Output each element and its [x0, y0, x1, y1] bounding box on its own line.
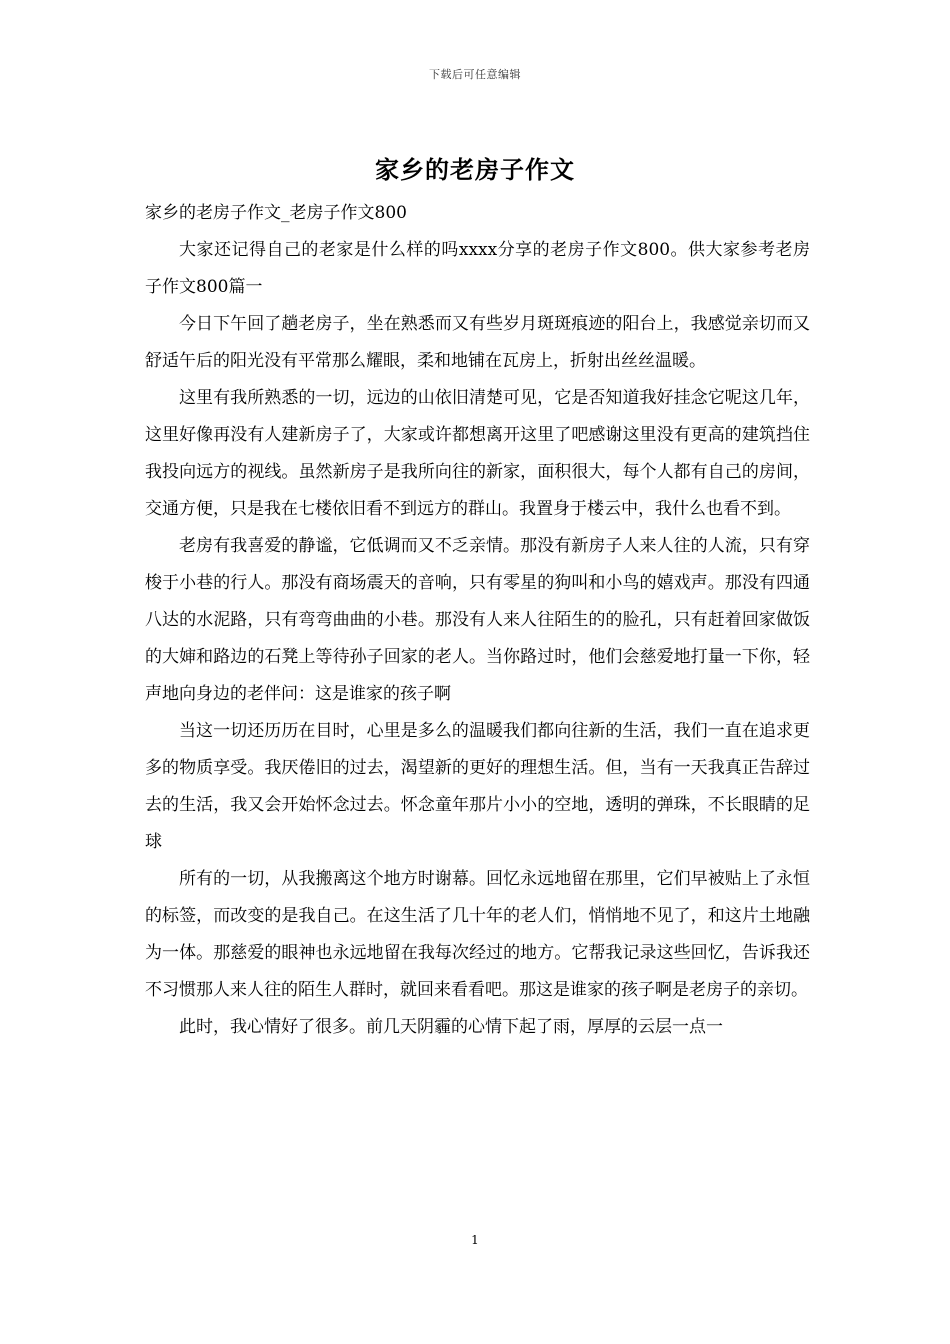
header-note: 下载后可任意编辑 [429, 68, 521, 81]
paragraph-5: 当这一切还历历在目时，心里是多么的温暖我们都向往新的生活，我们一直在追求更多的物质享受。我厌倦旧的过去，渴望新的更好的理想生活。但，当有一天我真正告辞过去的生活，我又会开始怀念过去。怀念童年那片小小的空地，透明的弹珠，不长眼睛的足球 [145, 721, 810, 852]
paragraph-4: 老房有我喜爱的静谧，它低调而又不乏亲情。那没有新房子人来人往的人流，只有穿梭于小巷的行人。那没有商场震天的音响，只有零星的狗叫和小鸟的嬉戏声。那没有四通八达的水泥路，只有弯弯曲曲的小巷。那没有人来人往陌生的的脸孔，只有赶着回家做饭的大婶和路边的石凳上等待孙子回家的老人。当你路过时，他们会慈爱地打量一下你，轻声地向身边的老伴问：这是谁家的孩子啊 [145, 536, 810, 704]
document-title: 家乡的老房子作文 [375, 155, 575, 184]
page-number: 1 [471, 1233, 479, 1247]
paragraph-6: 所有的一切，从我搬离这个地方时谢幕。回忆永远地留在那里，它们早被贴上了永恒的标签，而改变的是我自己。在这生活了几十年的老人们，悄悄地不见了，和这片土地融为一体。那慈爱的眼神也永远地留在我每次经过的地方。它帮我记录这些回忆，告诉我还不习惯那人来人往的陌生人群时，就回来看看吧。那这是谁家的孩子啊是老房子的亲切。 [145, 869, 810, 1000]
paragraph-2: 今日下午回了趟老房子，坐在熟悉而又有些岁月斑斑痕迹的阳台上，我感觉亲切而又舒适午后的阳光没有平常那么耀眼，柔和地铺在瓦房上，折射出丝丝温暖。 [145, 314, 810, 371]
document-body [145, 195, 810, 1046]
document-subtitle: 家乡的老房子作文_老房子作文800 [145, 203, 407, 223]
paragraph-3: 这里有我所熟悉的一切，远边的山依旧清楚可见，它是否知道我好挂念它呢这几年，这里好像再没有人建新房子了，大家或许都想离开这里了吧感谢这里没有更高的建筑挡住我投向远方的视线。虽然新房子是我所向往的新家，面积很大，每个人都有自己的房间，交通方便，只是我在七楼依旧看不到远方的群山。我置身于楼云中，我什么也看不到。 [145, 388, 810, 519]
paragraph-1: 大家还记得自己的老家是什么样的吗xxxx分享的老房子作文800。供大家参考老房子作文800篇一 [145, 240, 810, 297]
paragraph-7: 此时，我心情好了很多。前几天阴霾的心情下起了雨，厚厚的云层一点一 [179, 1017, 723, 1037]
